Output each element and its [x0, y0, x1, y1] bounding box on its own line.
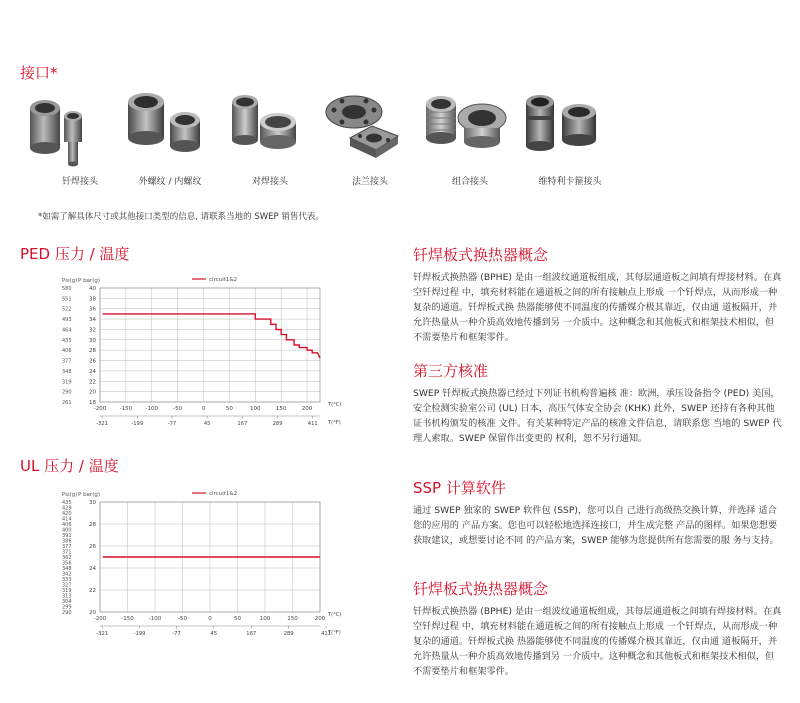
x-tick-label: 100 — [259, 616, 271, 622]
fahrenheit-tick-label: 411 — [307, 421, 318, 427]
x-tick-label: -200 — [93, 406, 107, 412]
connection-label-flange: 法兰接头 — [351, 177, 388, 187]
psi-tick-label: 299 — [62, 604, 72, 611]
psi-tick-label: 356 — [62, 560, 72, 567]
x-tick-label: 50 — [234, 616, 241, 622]
ul-chart-title: UL 压力 / 温度 — [20, 457, 119, 475]
fahrenheit-tick-label: 411 — [321, 631, 332, 637]
psi-tick-label: 414 — [62, 516, 72, 523]
legend-label: circuit1&2 — [209, 277, 238, 283]
y-tick-label: 40 — [89, 286, 96, 292]
connection-gallery — [20, 88, 660, 198]
x-tick-label: 100 — [250, 406, 261, 412]
y-tick-label: 32 — [89, 327, 96, 334]
psi-tick-label: 386 — [62, 538, 72, 545]
y-tick-label: 30 — [89, 337, 96, 344]
psi-tick-label: 333 — [62, 577, 72, 583]
x-tick-label: 0 — [201, 406, 206, 412]
x-tick-label: 200 — [301, 406, 313, 412]
y-tick-label: 20 — [89, 610, 96, 616]
psi-tick-label: 406 — [62, 522, 72, 528]
psi-tick-label: 580 — [62, 286, 72, 292]
psi-tick-label: 377 — [62, 544, 72, 550]
y-tick-label: 28 — [89, 522, 96, 528]
connection-label-victaulic: 维特利卡箍接头 — [538, 177, 602, 187]
ul-pressure-temperature-chart — [20, 482, 360, 642]
x-tick-label: -100 — [148, 616, 162, 622]
y-tick-label: 22 — [89, 379, 96, 386]
psi-tick-label: 348 — [62, 368, 72, 375]
series-line — [103, 314, 320, 358]
psi-tick-label: 362 — [62, 555, 72, 561]
x-tick-label: 50 — [225, 406, 233, 412]
weld-connection-icon — [220, 88, 320, 188]
psi-tick-label: 371 — [62, 549, 72, 556]
y-tick-label: 38 — [89, 296, 96, 303]
connection-label-compact-flange: 组合接头 — [451, 177, 488, 187]
y-unit-right: P bar(g) — [78, 492, 100, 498]
y-tick-label: 28 — [89, 348, 96, 355]
y-tick-label: 30 — [89, 500, 96, 506]
section-body-bphe-concept: 钎焊板式换热器 (BPHE) 是由一组波纹通道板组成，其每层通道板之间填有焊接材料。在真空钎焊过程 中，填充材料能在通道板之间的所有接触点上形成 一个钎焊点，从而形成一种复杂的通道。钎焊板式换 热器能够使不同温度的传播媒介极其靠近，仅由通 道板隔开，并允许热量从一种介质高效地传播到另 一介质中。这种概念和其他板式和框架技术相似，但 不需要垫片和框架零件。 — [413, 272, 782, 343]
y-tick-label: 22 — [89, 588, 96, 594]
fahrenheit-tick-label: 289 — [272, 421, 283, 427]
fahrenheit-tick-label: 289 — [283, 631, 294, 637]
x-tick-label: -150 — [119, 406, 133, 412]
psi-tick-label: 313 — [62, 593, 72, 600]
psi-tick-label: 420 — [62, 511, 72, 517]
y-tick-label: 26 — [89, 358, 96, 365]
fahrenheit-tick-label: 45 — [210, 631, 218, 637]
connection-label-threaded: 外螺纹 / 内螺纹 — [138, 177, 202, 187]
psi-tick-label: 406 — [62, 348, 72, 355]
psi-tick-label: 377 — [62, 358, 72, 365]
fahrenheit-tick-label: 167 — [246, 631, 257, 637]
x-unit-celsius: T(°C) — [328, 612, 342, 618]
plot-frame — [100, 288, 320, 402]
y-tick-label: 24 — [89, 368, 96, 375]
section-body-ssp-software: 通过 SWEP 独家的 SWEP 软件包 (SSP)，您可以自 己进行高级热交换计算，并选择 适合您的应用的 产品方案。您也可以轻松地选择连接口，并生成完整 产品的图样。如果您想要获取建议，或想要讨论不同 的产品方案，SWEP 能够为您提供所有您需要的服 务与支持。 — [413, 505, 779, 546]
threaded-connection-icon — [120, 88, 220, 188]
x-tick-label: -50 — [178, 616, 187, 622]
section-title-approvals: 第三方核准 — [413, 362, 489, 380]
brazed-connection-icon — [20, 88, 120, 188]
section-title-bphe-concept-repeat: 钎焊板式换热器概念 — [413, 580, 549, 598]
psi-tick-label: 400 — [62, 527, 72, 534]
x-tick-label: 150 — [287, 616, 298, 622]
x-unit-fahrenheit: T(°F) — [328, 420, 341, 426]
psi-tick-label: 522 — [62, 306, 72, 313]
y-tick-label: 34 — [89, 317, 96, 324]
y-tick-label: 20 — [89, 389, 96, 396]
psi-tick-label: 435 — [62, 500, 72, 506]
fahrenheit-tick-label: -77 — [172, 631, 181, 637]
section-title-bphe-concept: 钎焊板式换热器概念 — [413, 246, 549, 264]
y-tick-label: 18 — [89, 400, 96, 406]
x-tick-label: 150 — [275, 406, 287, 412]
psi-tick-label: 551 — [62, 296, 72, 303]
x-unit-celsius: T(°C) — [328, 402, 342, 408]
fahrenheit-tick-label: -321 — [96, 421, 108, 427]
connection-label-brazed: 钎焊接头 — [61, 177, 98, 187]
psi-tick-label: 429 — [62, 505, 72, 512]
x-tick-label: 0 — [208, 616, 212, 622]
psi-tick-label: 493 — [62, 317, 72, 324]
section-body-bphe-concept-repeat: 钎焊板式换热器 (BPHE) 是由一组波纹通道板组成，其每层通道板之间填有焊接材料。在真空钎焊过程 中，填充材料能在通道板之间的所有接触点上形成 一个钎焊点，从而形成一种复杂的通道。钎焊板式换 热器能够使不同温度的传播媒介极其靠近，仅由通 道板隔开，并允许热量从一种介质高效地传播到另 一介质中。这种概念和其他板式和框架技术相似，但 不需要垫片和框架零件。 — [413, 606, 782, 677]
x-tick-label: -50 — [173, 406, 183, 412]
psi-tick-label: 261 — [62, 400, 72, 406]
y-unit-left: Psi(g) — [62, 278, 78, 284]
fahrenheit-tick-label: -321 — [96, 631, 109, 637]
connections-heading: 接口* — [20, 64, 58, 82]
connection-label-weld: 对焊接头 — [251, 177, 288, 187]
compact-flange-connection-icon — [420, 88, 520, 188]
psi-tick-label: 464 — [62, 327, 72, 334]
y-tick-label: 26 — [89, 544, 96, 550]
fahrenheit-tick-label: -199 — [133, 631, 146, 637]
fahrenheit-tick-label: 167 — [237, 421, 248, 427]
psi-tick-label: 319 — [62, 588, 72, 594]
x-tick-label: -200 — [93, 616, 107, 622]
psi-tick-label: 290 — [62, 610, 72, 616]
psi-tick-label: 319 — [62, 379, 72, 386]
x-tick-label: 200 — [314, 616, 326, 622]
ped-chart-title: PED 压力 / 温度 — [20, 245, 130, 263]
ped-pressure-temperature-chart — [20, 268, 360, 430]
y-unit-left: Psi(g) — [62, 492, 78, 498]
y-unit-right: P bar(g) — [78, 278, 100, 284]
victaulic-connection-icon — [520, 88, 620, 188]
fahrenheit-tick-label: 45 — [203, 421, 211, 427]
psi-tick-label: 348 — [62, 566, 72, 572]
psi-tick-label: 304 — [62, 599, 72, 605]
psi-tick-label: 391 — [62, 533, 72, 539]
connections-footnote: *如需了解具体尺寸或其他接口类型的信息, 请联系当地的 SWEP 销售代表。 — [38, 212, 324, 222]
x-tick-label: -150 — [121, 616, 134, 622]
section-title-ssp-software: SSP 计算软件 — [413, 479, 506, 497]
psi-tick-label: 290 — [62, 389, 72, 396]
flange-connection-icon — [320, 88, 420, 188]
y-tick-label: 24 — [89, 566, 96, 572]
x-tick-label: -100 — [145, 406, 159, 412]
fahrenheit-tick-label: -77 — [167, 421, 177, 427]
section-body-approvals: SWEP 钎焊板式换热器已经过下列证书机构普遍核 准：欧洲，承压设备指令 (PED) 美国，安全检测实验室公司 (UL) 日本，高压气体安全协会 (KHK) 此外，SWEP 还持有各种其他证书机构颁发的核准 文件。有关某种特定产品的核准文件信息，请联系您 当地的 SWEP 代理人索取。SWEP 保留作出变更的 权利，恕不另行通知。 — [413, 388, 782, 444]
x-unit-fahrenheit: T(°F) — [328, 630, 341, 636]
psi-tick-label: 327 — [62, 582, 72, 589]
y-tick-label: 36 — [89, 306, 96, 313]
legend-label: circuit1&2 — [209, 491, 238, 497]
fahrenheit-tick-label: -199 — [131, 421, 144, 427]
psi-tick-label: 435 — [62, 337, 72, 344]
psi-tick-label: 342 — [62, 571, 72, 578]
